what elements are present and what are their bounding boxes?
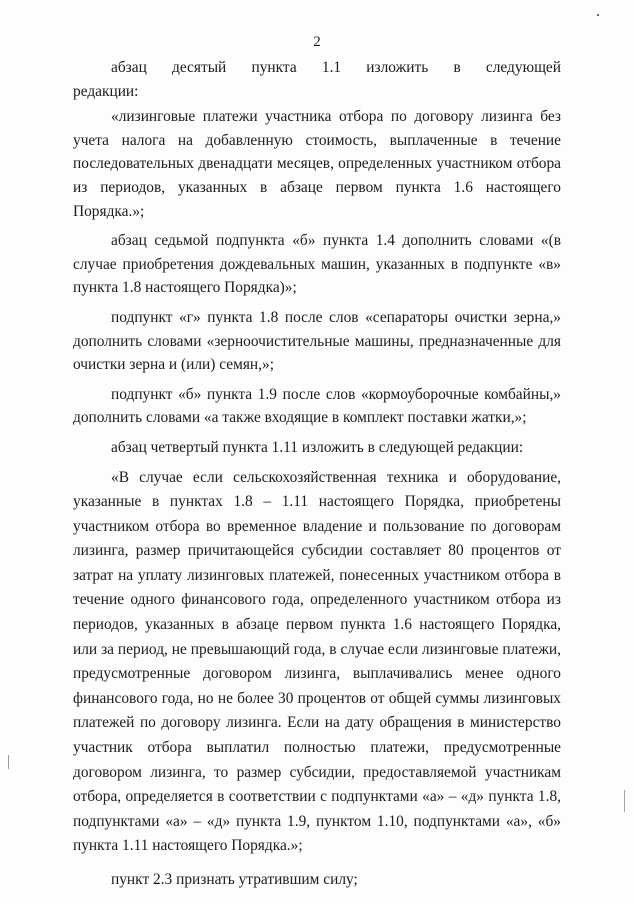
paragraph-8: пункт 2.3 признать утратившим силу; — [111, 871, 358, 888]
scan-speck — [597, 14, 599, 16]
paragraph-1: абзац десятый пункта 1.1 изложить в следующей редакции: — [73, 59, 561, 100]
page-number: 2 — [313, 34, 321, 50]
paragraph-3: абзац седьмой подпункта «б» пункта 1.4 дополнить словами «(в случае приобретения дождевальных машин, указанных в подпункте «в» пункта 1.8 настоящего Порядка)»; — [73, 232, 561, 297]
document-body — [73, 56, 561, 892]
paragraph-2: «лизинговые платежи участника отбора по договору лизинга без учета налога на добавленную стоимость, выплаченные в течение последовательных двенадцати месяцев, определенных участником отбора из периодов, указанных в абзаце первом пункта 1.6 настоящего Порядка.»; — [73, 108, 561, 220]
scan-speck — [624, 790, 625, 812]
paragraph-5: подпункт «б» пункта 1.9 после слов «кормоуборочные комбайны,» дополнить словами «а также входящие в комплект поставки жатки,»; — [73, 385, 561, 427]
paragraph-4: подпункт «г» пункта 1.8 после слов «сепараторы очистки зерна,» дополнить словами «зерноочистительные машины, предназначенные для очистки зерна и (или) семян,»; — [73, 308, 561, 374]
paragraph-7: «В случае если сельскохозяйственная техника и оборудование, указанные в пунктах 1.8 – 1.11 настоящего Порядка, приобретены участником отбора во временное владение и пользование по договорам лизинга, размер причитающейся субсидии составляет 80 процентов от затрат на уплату лизинговых платежей, понесенных участником отбора в течение одного финансового года, определенного участником отбора из периодов, указанных в абзаце первом пункта 1.6 настоящего Порядка, или за период, не превышающий года, в случае если лизинговые платежи, предусмотренные договором лизинга, выплачивались менее одного финансового года, но не более 30 процентов от общей суммы лизинговых платежей по договору лизинга. Если на дату обращения в министерство участник отбора выплатил полностью платежи, предусмотренные договором лизинга, то размер субсидии, предоставляемой участникам отбора, определяется в соответствии с подпунктами «а» – «д» пункта 1.8, подпунктами «а» – «д» пункта 1.9, пунктом 1.10, подпунктами «а», «б» пункта 1.11 настоящего Порядка.»; — [73, 468, 561, 855]
scan-speck — [8, 755, 9, 769]
paragraph-6: абзац четвертый пункта 1.11 изложить в следующей редакции: — [111, 438, 524, 456]
